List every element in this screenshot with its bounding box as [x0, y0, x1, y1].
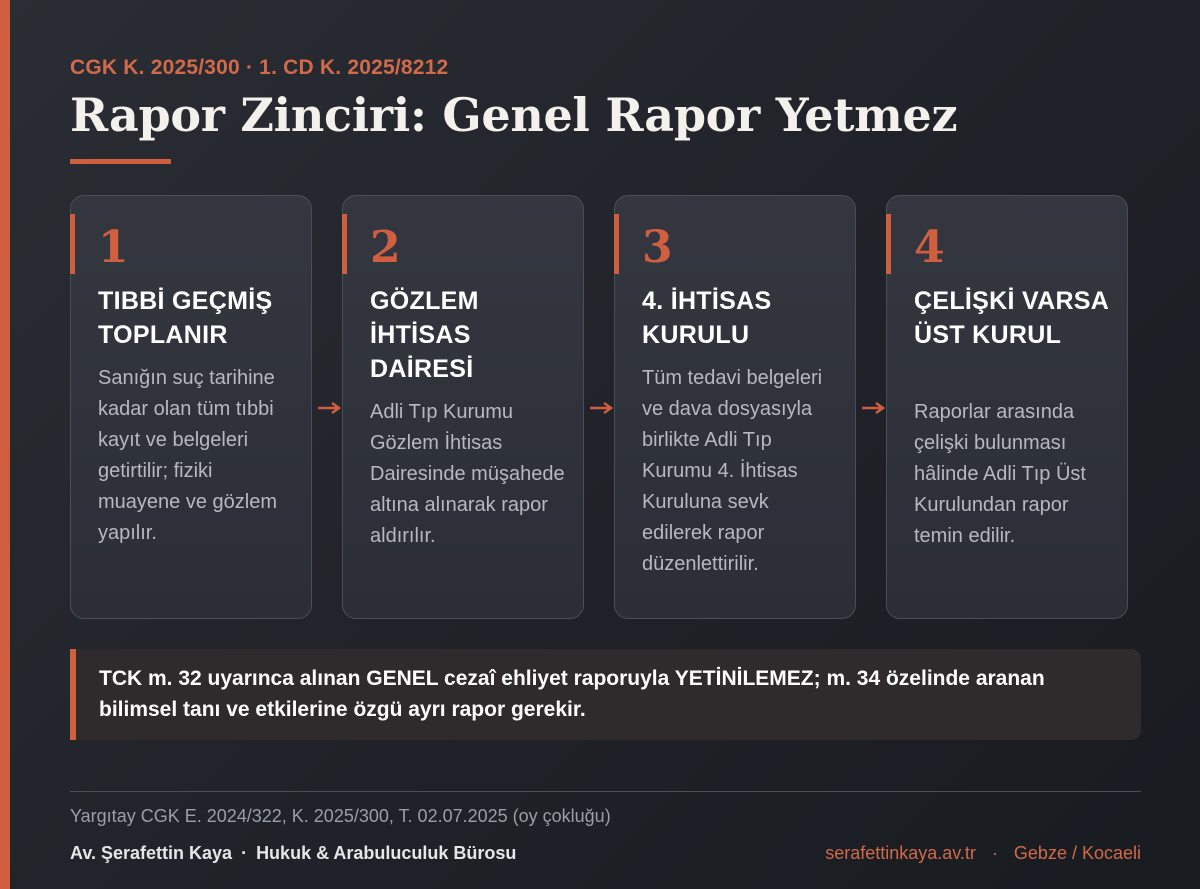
step-heading: GÖZLEM İHTİSAS DAİRESİ [370, 287, 479, 383]
separator: · [991, 843, 998, 863]
step-card-4 [886, 195, 1128, 619]
step-marker [70, 214, 75, 274]
step-heading: TIBBİ GEÇMİŞ TOPLANIR [98, 287, 273, 349]
arrow-right-icon [860, 401, 888, 415]
step-card-2 [342, 195, 584, 619]
location-text: Gebze / Kocaeli [1013, 843, 1141, 863]
office-name: Hukuk & Arabuluculuk Bürosu [256, 843, 517, 863]
author-name: Av. Şerafettin Kaya [70, 843, 233, 863]
court-citation: Yargıtay CGK E. 2024/322, K. 2025/300, T. 02.07.2025 (oy çokluğu) [70, 806, 611, 826]
arrow-right-icon [316, 401, 344, 415]
separator: · [241, 843, 248, 863]
author-line [70, 843, 516, 864]
case-reference: CGK K. 2025/300 · 1. CD K. 2025/8212 [70, 56, 449, 79]
contact-line [825, 843, 1141, 864]
step-description: Sanığın suç tarihine kadar olan tüm tıbbi kayıt ve belgeleri getirtilir; fiziki muayene ve gözlem yapılır. [98, 367, 277, 544]
step-heading: ÇELİŞKİ VARSA ÜST KURUL [914, 287, 1109, 349]
step-marker [614, 214, 619, 274]
key-note-callout: TCK m. 32 uyarınca alınan GENEL cezaî ehliyet raporuyla YETİNİLEMEZ; m. 34 özelinde aranan bilimsel tanı ve etkilerine özgü ayrı rapor gerekir. [70, 649, 1141, 740]
arrow-right-icon [588, 401, 616, 415]
footer-divider [70, 791, 1141, 792]
step-description: Tüm tedavi belgeleri ve dava dosyasıyla birlikte Adli Tıp Kurumu 4. İhtisas Kuruluna sevk edilerek rapor düzenlettirilir. [642, 367, 823, 575]
left-accent-bar [0, 0, 10, 889]
step-number: 3 [642, 222, 673, 273]
step-number: 1 [98, 222, 129, 273]
step-marker [342, 214, 347, 274]
title-underline [70, 159, 171, 164]
step-number: 4 [914, 222, 945, 273]
step-marker [886, 214, 891, 274]
page-title: Rapor Zinciri: Genel Rapor Yetmez [70, 88, 958, 142]
step-heading: 4. İHTİSAS KURULU [642, 287, 772, 349]
step-card-1 [70, 195, 312, 619]
step-number: 2 [370, 222, 401, 273]
step-card-3 [614, 195, 856, 619]
step-description: Raporlar arasında çelişki bulunması hâlinde Adli Tıp Üst Kurulundan rapor temin edilir. [914, 401, 1086, 547]
step-description: Adli Tıp Kurumu Gözlem İhtisas Dairesinde müşahede altına alınarak rapor aldırılır. [370, 401, 565, 547]
website-link[interactable]: serafettinkaya.av.tr [825, 843, 976, 863]
